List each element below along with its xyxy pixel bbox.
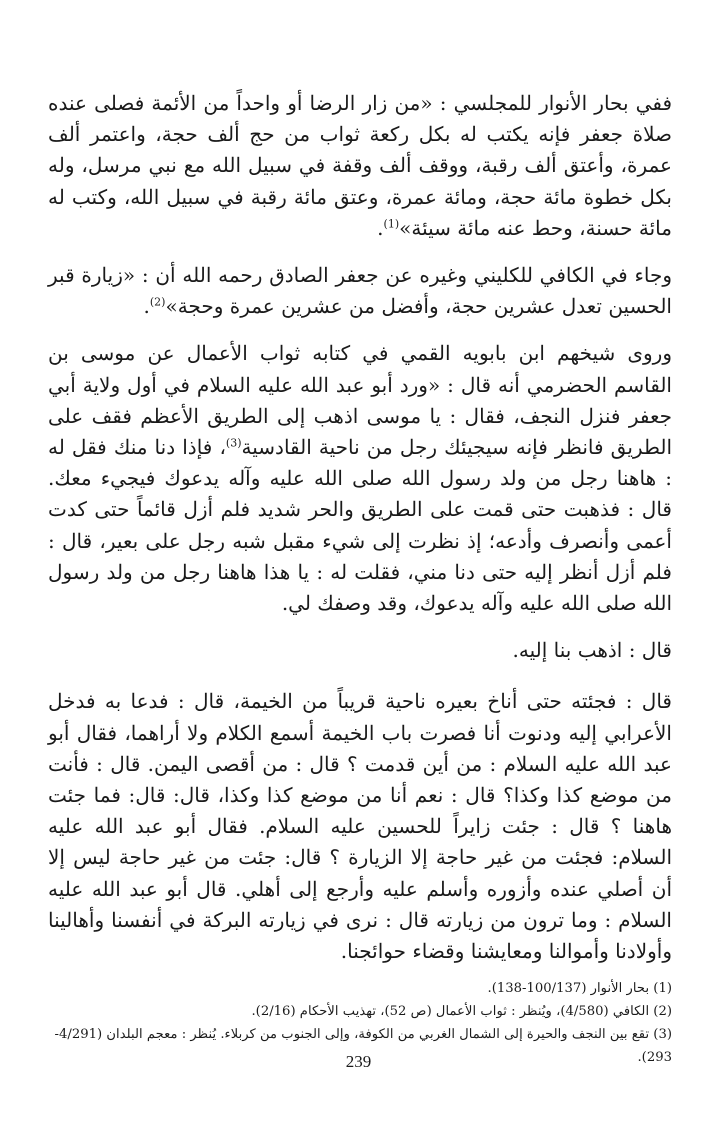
paragraph-text: ففي بحار الأنوار للمجلسي : «من زار الرضا أو واحداً من الأئمة فصلى عنده صلاة جعفر فإنه يكتب له بكل ركعة ثواب من حج ألف حجة، واعتمر ألف عمرة، وأعتق ألف رقبة، ووقف ألف وقفة في سبيل الله مع نبي مرسل، وله بكل خطوة مائة حجة، ومائة عمرة، وعتق مائة رقبة في سبيل الله، وكتب له مائة حسنة، وحط عنه مائة سيئة» <box>48 91 672 240</box>
paragraph-kafi: وجاء في الكافي للكليني وغيره عن جعفر الصادق رحمه الله أن : «زيارة قبر الحسين تعدل عشرين حجة، وأفضل من عشرين عمرة وحجة»$^{(2)}$. <box>48 263 672 319</box>
footnote-ref: (3) <box>225 436 242 450</box>
footnote-ref: (2) <box>149 295 166 309</box>
paragraph-text: وروى شيخهم ابن بابويه القمي في كتابه ثواب الأعمال عن موسى بن القاسم الحضرمي أنه قال : «ورد أبو عبد الله عليه السلام في أول ولاية أبي جعفر فنزل النجف، فقال : يا موسى اذهب إلى الطريق الأعظم فقف على الطريق فانظر فإنه سيجيئك رجل من ناحية القادسية <box>48 341 673 460</box>
paragraph-text: وجاء في الكافي للكليني وغيره عن جعفر الصادق رحمه الله أن : «زيارة قبر الحسين تعدل عشرين حجة، وأفضل من عشرين عمرة وحجة» <box>48 263 672 319</box>
paragraph-text: ، فإذا دنا منك فقل له : هاهنا رجل من ولد رسول الله صلى الله عليه وآله يدعوك فيجيء معك. قال : فذهبت حتى قمت على الطريق والحر شديد فلم أزل قائماً حتى كدت أعمى وأنصرف وأدعه؛ إذ نظرت إلى شيء مقبل شبه رجل على بعير، قال : فلم أزل أنظر إليه حتى دنا مني، فقلت له : يا هذا هاهنا رجل من ولد رسول الله صلى الله عليه وآله يدعوك، وقد وصفك لي. <box>48 435 672 616</box>
footnote-2: (2) الكافي (4/580)، ويُنظر : ثواب الأعمال (ص 52)، تهذيب الأحكام (2/16). <box>251 1004 672 1020</box>
book-page <box>48 88 672 1069</box>
paragraph-dialogue-short: قال : اذهب بنا إليه. <box>512 638 672 663</box>
page-number: 239 <box>345 1052 372 1071</box>
footnote-ref: (1) <box>383 217 400 231</box>
paragraph-dialogue: قال : فجئته حتى أناخ بعيره ناحية قريباً من الخيمة، قال : فدعا به فدخل الأعرابي إليه ودنوت أنا فصرت باب الخيمة أسمع الكلام ولا أراهما، فقال أبو عبد الله عليه السلام : من أين قدمت ؟ قال : من أقصى اليمن. قال : فأنت من موضع كذا وكذا؟ قال : نعم أنا من موضع كذا وكذا، قال: قال: فما جئت هاهنا ؟ قال : جئت زايراً للحسين عليه السلام. فقال أبو عبد الله عليه السلام: فجئت من غير حاجة إلا الزيارة ؟ قال: جئت من غير حاجة ليس إلا أن أصلي عنده وأزوره وأسلم عليه وأرجع إلى أهلي. قال أبو عبد الله عليه السلام : وما ترون من زيارته قال : نرى في زيارته البركة في أنفسنا وأهالينا وأولادنا وأموالنا ومعايشنا وقضاء حوائجنا. <box>48 689 672 964</box>
footnote-3: (3) تقع بين النجف والحيرة إلى الشمال الغربي من الكوفة، وإلى الجنوب من كربلاء. يُنظر : معجم البلدان (4/291-293). <box>54 1027 672 1066</box>
paragraph-bihar: ففي بحار الأنوار للمجلسي : «من زار الرضا أو واحداً من الأئمة فصلى عنده صلاة جعفر فإنه يكتب له بكل ركعة ثواب من حج ألف حجة، واعتمر ألف عمرة، وأعتق ألف رقبة، ووقف ألف وقفة في سبيل الله مع نبي مرسل، وله بكل خطوة مائة حجة، ومائة عمرة، وعتق مائة رقبة في سبيل الله، وكتب له مائة حسنة، وحط عنه مائة سيئة»$^{(1)}$. <box>48 91 672 240</box>
paragraph-thawab <box>48 338 672 619</box>
footnote-1: (1) بحار الأنوار (100/137-138). <box>487 981 672 997</box>
